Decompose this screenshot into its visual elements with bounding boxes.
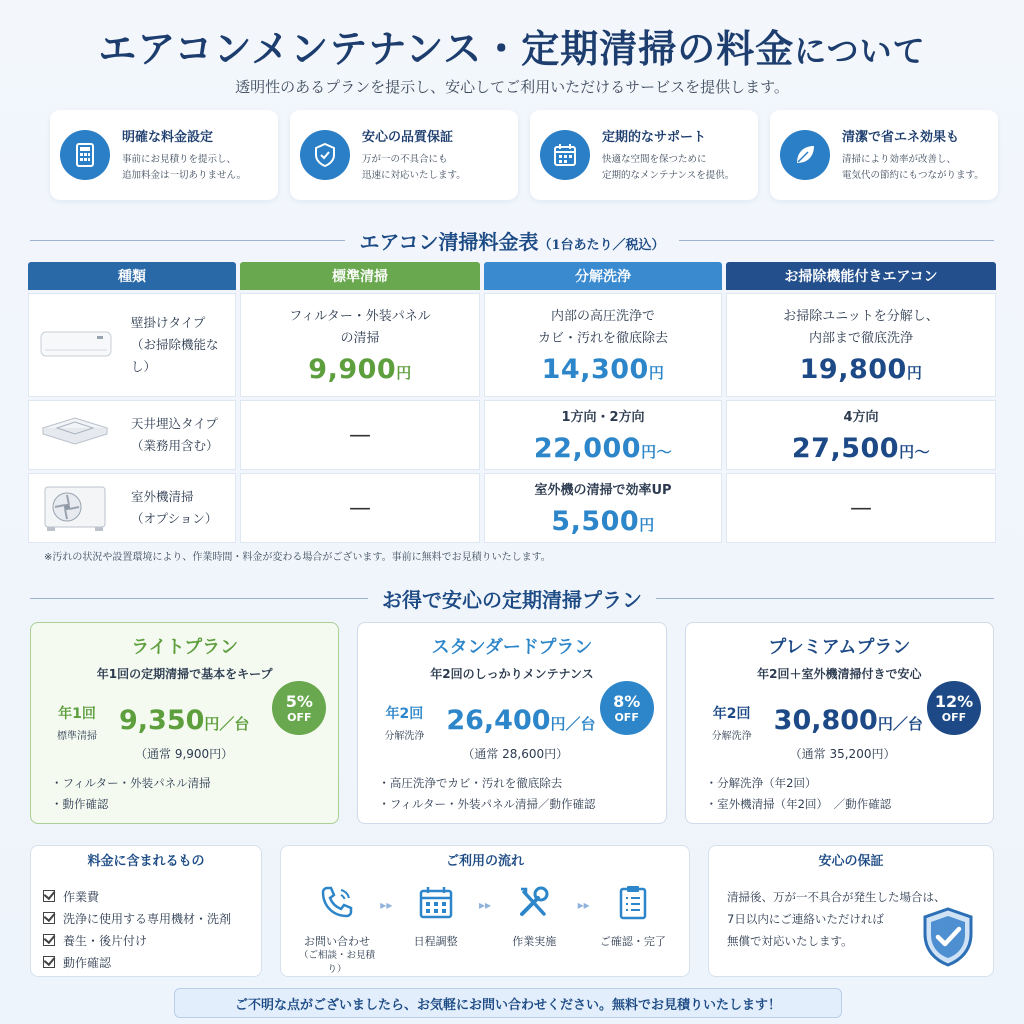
discount-percent: 12% <box>934 691 974 711</box>
cell-desc: の清掃 <box>340 330 380 346</box>
discount-badge <box>927 681 981 735</box>
price-unit: 円～ <box>641 443 673 461</box>
price-number: 22,000 <box>533 433 642 464</box>
discount-percent: 8% <box>613 691 641 711</box>
discount-badge <box>272 681 326 735</box>
step-label: 日程調整 <box>413 935 458 948</box>
leaf-icon <box>780 130 830 180</box>
calculator-icon <box>60 130 110 180</box>
price-table-header <box>28 262 998 290</box>
plan-feature: ・動作確認 <box>51 797 109 811</box>
feature-title: 清潔で省エネ効果も <box>842 130 960 145</box>
standard-cell <box>240 473 480 543</box>
plan-price <box>446 705 595 736</box>
disassembly-cell <box>484 400 722 470</box>
feature-desc-line1: 清掃により効率が改善し、 <box>842 154 957 165</box>
plan-feature: ・分解洗浄（年2回） <box>705 776 817 790</box>
price-number: 9,900 <box>308 353 397 385</box>
type-cell <box>28 400 236 470</box>
not-available-dash: — <box>349 422 371 448</box>
price-value <box>308 354 411 385</box>
divider <box>679 240 994 241</box>
list-item <box>43 929 261 951</box>
feature-title: 定期的なサポート <box>602 130 707 145</box>
arrow-icon: ▸▸ <box>380 898 393 912</box>
price-value <box>792 433 930 464</box>
feature-title: 安心の品質保証 <box>362 130 454 145</box>
divider <box>30 240 345 241</box>
auto-clean-cell <box>726 473 996 543</box>
discount-off: OFF <box>941 710 967 724</box>
step-sub: （ご相談・お見積り） <box>298 950 375 975</box>
plan-price-number: 30,800 <box>773 705 878 736</box>
plan-card-light <box>30 622 339 824</box>
flow-title: ご利用の流れ <box>445 854 524 869</box>
tools-icon <box>514 882 554 922</box>
plan-card-premium <box>685 622 994 824</box>
price-unit: 円 <box>906 363 923 382</box>
plan-frequency <box>372 703 436 742</box>
discount-badge <box>600 681 654 735</box>
checkbox-icon <box>43 890 55 902</box>
plan-frequency-count: 年2回 <box>712 706 751 722</box>
plan-feature: ・室外機清掃（年2回） ／動作確認 <box>705 797 892 811</box>
discount-off: OFF <box>614 710 639 724</box>
outdoor-unit-icon <box>35 481 115 535</box>
flow-steps <box>295 882 675 977</box>
plan-name: スタンダードプラン <box>431 637 593 658</box>
page-title-main: エアコンメンテナンス・定期清掃の料金 <box>98 26 795 71</box>
checkbox-icon <box>43 956 55 968</box>
plan-frequency-type: 分解洗浄 <box>384 731 425 742</box>
feature-desc-line2: 電気代の節約にもつながります。 <box>842 170 984 181</box>
list-item <box>43 951 261 973</box>
type-name: 天井埋込タイプ <box>131 416 218 431</box>
feature-title: 明確な料金設定 <box>122 130 214 145</box>
arrow-icon: ▸▸ <box>478 898 491 912</box>
price-number: 19,800 <box>799 353 907 385</box>
info-boxes <box>30 845 994 977</box>
ceiling-cassette-icon <box>35 408 115 462</box>
not-available-dash: — <box>349 495 371 521</box>
calendar-icon <box>416 882 456 922</box>
price-number: 5,500 <box>551 506 640 537</box>
list-item-label: 動作確認 <box>63 955 112 970</box>
disassembly-cell <box>484 473 722 543</box>
type-detail: （オプション） <box>131 511 218 526</box>
plan-frequency <box>700 703 764 742</box>
feature-card-pricing <box>50 110 278 200</box>
price-number: 27,500 <box>791 433 900 464</box>
price-table <box>28 262 998 546</box>
list-item-label: 作業費 <box>63 889 100 904</box>
plan-normal-price: （通常 9,900円） <box>135 747 234 761</box>
header-auto-clean: お掃除機能付きエアコン <box>726 262 996 290</box>
price-unit: 円 <box>648 363 665 382</box>
price-value <box>800 354 923 385</box>
cell-desc: カビ・汚れを徹底除去 <box>537 330 668 346</box>
checkbox-icon <box>43 934 55 946</box>
plan-price-unit: 円／台 <box>550 715 596 733</box>
auto-clean-cell <box>726 293 996 397</box>
price-section-heading: エアコン清掃料金表 <box>359 230 539 254</box>
price-unit: 円 <box>639 516 655 534</box>
table-row <box>28 400 998 470</box>
feature-desc-line1: 万が一の不具合にも <box>362 154 448 165</box>
header-standard: 標準清掃 <box>240 262 480 290</box>
price-section-note: （1台あたり／税込） <box>538 238 665 253</box>
plan-tagline: 年1回の定期清掃で基本をキープ <box>96 667 273 681</box>
type-detail: （お掃除機能なし） <box>131 337 219 374</box>
divider <box>30 598 368 599</box>
guarantee-line: 清掃後、万が一不具合が発生した場合は、 <box>727 890 946 904</box>
price-unit: 円 <box>396 363 412 382</box>
plan-section-title <box>30 584 994 613</box>
guarantee-line: 無償で対応いたします。 <box>727 934 853 948</box>
cell-desc: フィルター・外装パネル <box>289 308 431 324</box>
plan-price-unit: 円／台 <box>877 715 923 733</box>
plan-price <box>119 705 249 736</box>
plan-name: プレミアムプラン <box>768 637 911 658</box>
feature-card-support <box>530 110 758 200</box>
step-label: ご確認・完了 <box>599 935 666 948</box>
cell-sub: 室外機の清掃で効率UP <box>534 483 672 498</box>
footer-banner: ご不明な点がございましたら、お気軽にお問い合わせください。無料でお見積りいたします！ <box>174 988 842 1018</box>
feature-card-eco <box>770 110 998 200</box>
wall-unit-icon <box>35 318 115 372</box>
plan-card-standard <box>357 622 666 824</box>
feature-card-quality <box>290 110 518 200</box>
included-box <box>30 845 262 977</box>
flow-step-complete <box>591 882 675 949</box>
plan-tagline: 年2回＋室外機清掃付きで安心 <box>757 667 922 681</box>
flow-step-inquiry <box>295 882 379 977</box>
page-subtitle: 透明性のあるプランを提示し、安心してご利用いただけるサービスを提供します。 <box>235 78 789 96</box>
plan-frequency-count: 年1回 <box>58 706 96 722</box>
phone-icon <box>317 882 357 922</box>
flow-step-work <box>492 882 576 949</box>
guarantee-box <box>708 845 994 977</box>
included-list <box>43 885 261 973</box>
feature-desc-line2: 迅速に対応いたします。 <box>362 170 466 181</box>
page-title <box>0 18 1024 73</box>
plan-price <box>774 705 923 736</box>
table-row <box>28 293 998 397</box>
plan-feature: ・高圧洗浄でカビ・汚れを徹底除去 <box>378 776 563 790</box>
guarantee-title: 安心の保証 <box>818 854 884 869</box>
standard-cell <box>240 400 480 470</box>
discount-off: OFF <box>287 710 312 724</box>
price-section-title <box>30 226 994 255</box>
price-value <box>542 354 665 385</box>
header-type: 種類 <box>28 262 236 290</box>
plan-price-number: 26,400 <box>446 705 551 736</box>
list-item <box>43 885 261 907</box>
price-value <box>534 433 672 464</box>
list-item <box>43 907 261 929</box>
plan-tagline: 年2回のしっかりメンテナンス <box>430 667 594 681</box>
disassembly-cell <box>484 293 722 397</box>
plan-name: ライトプラン <box>131 637 239 658</box>
plan-price-unit: 円／台 <box>204 715 250 733</box>
table-footnote: ※汚れの状況や設置環境により、作業時間・料金が変わる場合がございます。事前に無料でお見積りいたします。 <box>44 552 551 563</box>
clipboard-icon <box>613 882 653 922</box>
calendar-icon <box>540 130 590 180</box>
price-value <box>551 506 654 537</box>
type-detail: （業務用含む） <box>131 438 219 453</box>
arrow-icon: ▸▸ <box>577 898 590 912</box>
price-number: 14,300 <box>541 353 649 385</box>
plan-frequency-type: 標準清掃 <box>57 731 97 742</box>
plan-frequency-type: 分解洗浄 <box>711 731 752 742</box>
feature-desc-line1: 事前にお見積りを提示し、 <box>122 154 237 165</box>
plan-feature: ・フィルター・外装パネル清掃 <box>51 776 211 790</box>
shield-check-icon <box>921 906 975 968</box>
feature-desc-line2: 定期的なメンテナンスを提供。 <box>602 170 735 181</box>
plan-cards <box>30 622 994 824</box>
list-item-label: 洗浄に使用する専用機材・洗剤 <box>63 911 232 926</box>
type-cell <box>28 293 236 397</box>
plan-frequency-count: 年2回 <box>385 706 424 722</box>
auto-clean-cell <box>726 400 996 470</box>
step-label: 作業実施 <box>512 935 557 948</box>
plan-price-number: 9,350 <box>119 705 205 736</box>
not-available-dash: — <box>850 495 872 521</box>
included-title: 料金に含まれるもの <box>87 854 205 869</box>
plan-normal-price: （通常 28,600円） <box>462 747 569 761</box>
plan-feature: ・フィルター・外装パネル清掃／動作確認 <box>378 797 596 811</box>
type-name: 壁掛けタイプ <box>131 315 206 330</box>
standard-cell <box>240 293 480 397</box>
type-name: 室外機清掃 <box>131 489 194 504</box>
cell-desc: 内部まで徹底洗浄 <box>808 330 913 346</box>
page-title-tail: について <box>794 32 926 70</box>
shield-check-icon <box>300 130 350 180</box>
flow-box <box>280 845 690 977</box>
guarantee-text <box>727 886 946 952</box>
step-label: お問い合わせ <box>304 935 370 948</box>
feature-desc-line2: 追加料金は一切ありません。 <box>122 170 247 181</box>
plan-normal-price: （通常 35,200円） <box>789 747 896 761</box>
checkbox-icon <box>43 912 55 924</box>
price-unit: 円～ <box>899 443 931 461</box>
cell-desc: お掃除ユニットを分解し、 <box>783 308 939 324</box>
list-item-label: 養生・後片付け <box>63 933 148 948</box>
header-disassembly: 分解洗浄 <box>484 262 722 290</box>
discount-percent: 5% <box>285 691 313 711</box>
flow-step-schedule <box>394 882 478 949</box>
divider <box>656 598 994 599</box>
type-cell <box>28 473 236 543</box>
plan-section-heading: お得で安心の定期清掃プラン <box>382 588 642 612</box>
guarantee-line: 7日以内にご連絡いただければ <box>727 912 884 926</box>
cell-sub: 4方向 <box>843 410 879 425</box>
cell-sub: 1方向・2方向 <box>561 410 645 425</box>
table-row <box>28 473 998 543</box>
cell-desc: 内部の高圧洗浄で <box>550 308 655 324</box>
feature-cards <box>50 110 998 200</box>
feature-desc-line1: 快適な空間を保つために <box>602 154 707 165</box>
plan-frequency <box>45 703 109 742</box>
